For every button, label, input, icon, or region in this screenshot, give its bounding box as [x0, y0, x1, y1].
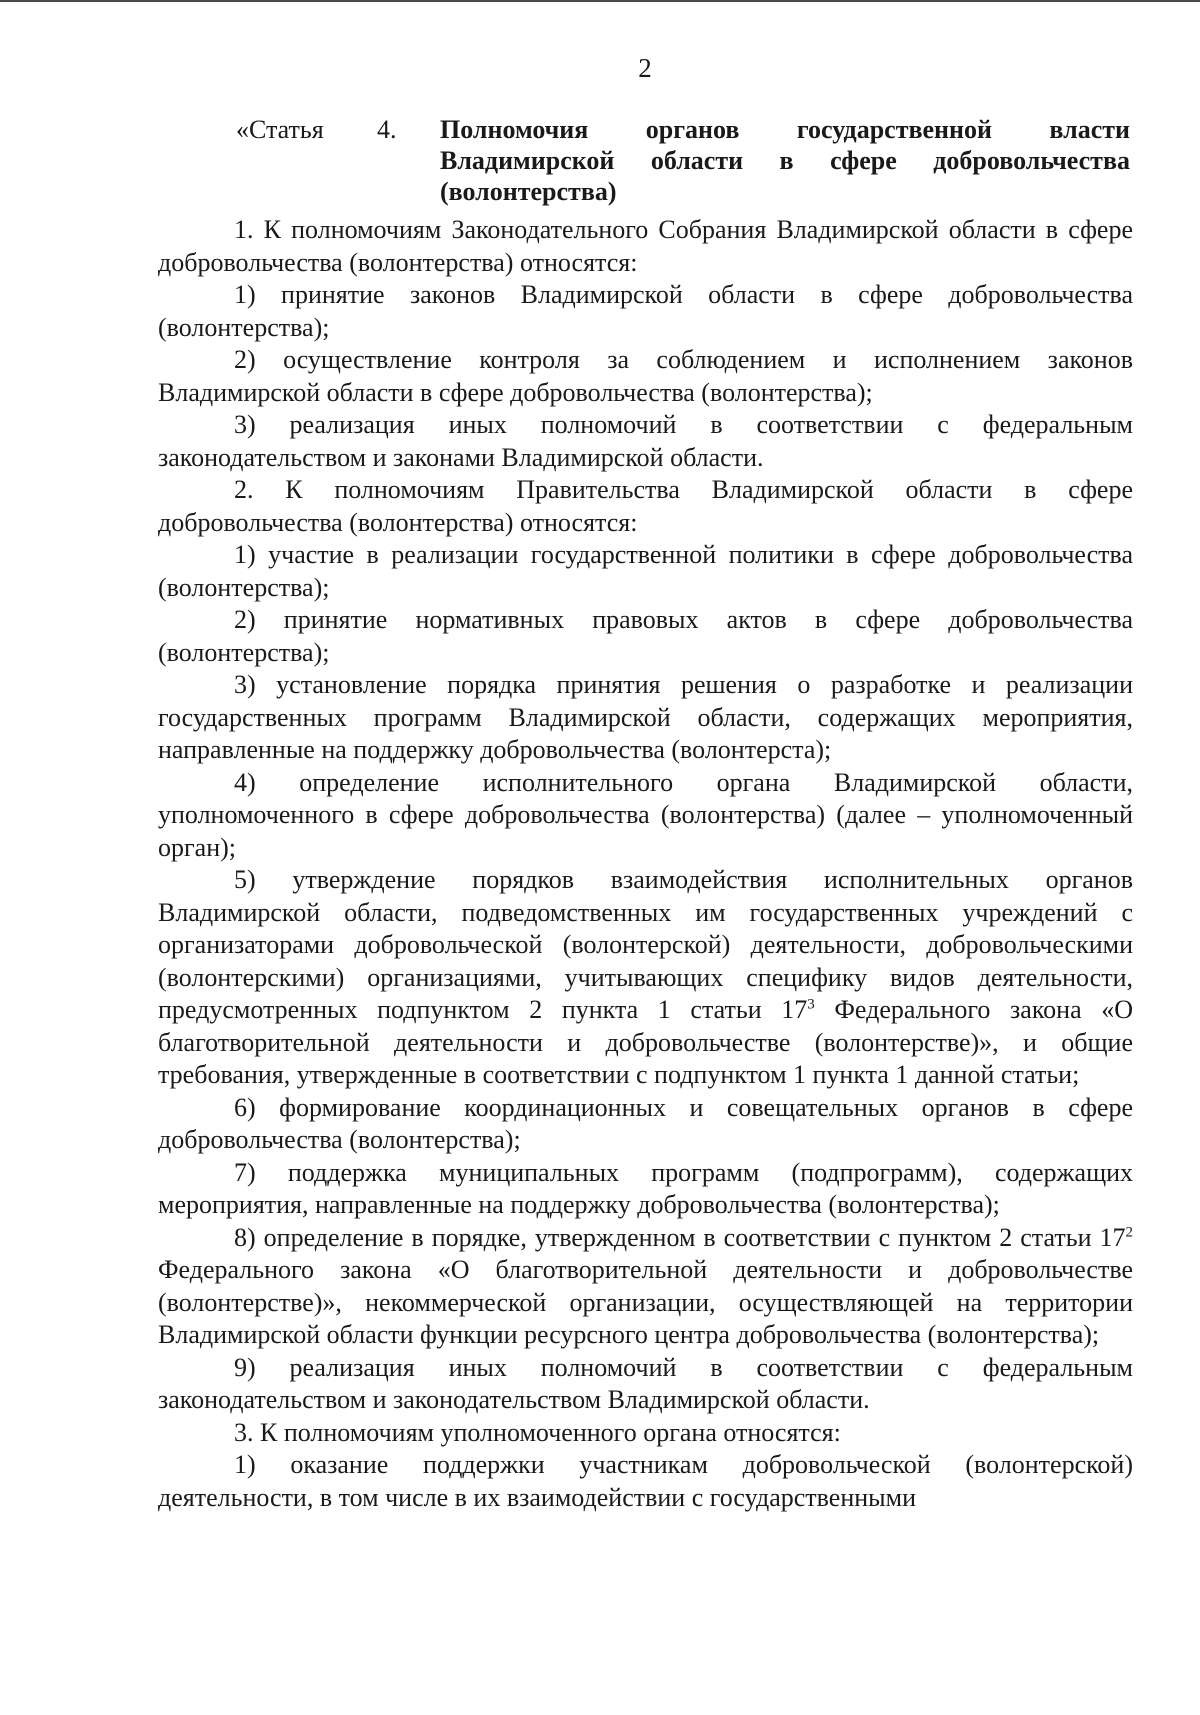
- paragraph-1: 1. К полномочиям Законодательного Собрания Владимирской области в сфере добровольчества (волонтерства) относятся:: [158, 215, 1133, 277]
- paragraph-13-text-before: 8) определение в порядке, утвержденном в соответствии с пунктом 2 статьи 17: [234, 1222, 1126, 1252]
- paragraph-2: 1) принятие законов Владимирской области в сфере добровольчества (волонтерства);: [158, 280, 1133, 342]
- paragraph-13-superscript: 2: [1125, 1223, 1133, 1240]
- paragraph-10-text-before: 5) утверждение порядков взаимодействия исполнительных органов Владимирской области, подведомственных им государственных учреждений с организаторами добровольческой (волонтерской) деятельности, добровольческими (волонтерскими) организациями, учитывающих специфику видов деятельности, предусмотренных подпунктом 2 пункта 1 статьи 17: [158, 865, 1133, 1024]
- article-title: [440, 114, 1130, 207]
- paragraph-9: 4) определение исполнительного органа Владимирской области, уполномоченного в сфере добровольчества (волонтерства) (далее – уполномоченный орган);: [158, 767, 1133, 862]
- article-title-line-2: Владимирской области в сфере добровольчества: [440, 146, 1130, 175]
- paragraph-10: [158, 864, 1133, 1092]
- article-heading: [236, 114, 1136, 214]
- article-prefix: «Статья: [236, 115, 324, 144]
- paragraph-13: [158, 1222, 1133, 1352]
- paragraph-6: 1) участие в реализации государственной политики в сфере добровольчества (волонтерства);: [158, 540, 1133, 602]
- page-number: 2: [638, 53, 652, 83]
- paragraph-8: 3) установление порядка принятия решения о разработке и реализации государственных программ Владимирской области, содержащих мероприятия, направленные на поддержку добровольчества (волонтерста);: [158, 670, 1133, 764]
- article-body: [158, 214, 1133, 1514]
- paragraph-10-text-after: Федерального закона «О благотворительной деятельности и добровольчестве (волонтерстве)», и общие требования, утвержденные в соответствии с подпунктом 1 пункта 1 данной статьи;: [158, 995, 1134, 1089]
- paragraph-10-superscript: 3: [807, 996, 815, 1013]
- paragraph-16: 1) оказание поддержки участникам добровольческой (волонтерской) деятельности, в том числе в их взаимодействии с государственными: [158, 1450, 1133, 1512]
- article-title-line-3: (волонтерства): [440, 177, 617, 206]
- article-number: 4.: [377, 115, 397, 144]
- paragraph-14: 9) реализация иных полномочий в соответствии с федеральным законодательством и законодательством Владимирской области.: [158, 1352, 1133, 1414]
- paragraph-12: 7) поддержка муниципальных программ (подпрограмм), содержащих мероприятия, направленные на поддержку добровольчества (волонтерства);: [158, 1157, 1133, 1219]
- paragraph-13-text-after: Федерального закона «О благотворительной деятельности и добровольчестве (волонтерстве)», некоммерческой организации, осуществляющей на территории Владимирской области функции ресурсного центра добровольчества (волонтерства);: [158, 1255, 1133, 1349]
- paragraph-4: 3) реализация иных полномочий в соответствии с федеральным законодательством и законами Владимирской области.: [158, 410, 1133, 472]
- article-title-line-1: Полномочия органов государственной власти: [440, 115, 1130, 144]
- paragraph-15: 3. К полномочиям уполномоченного органа относятся:: [234, 1417, 841, 1447]
- scan-top-edge: [0, 0, 1200, 2]
- paragraph-3: 2) осуществление контроля за соблюдением и исполнением законов Владимирской области в сфере добровольчества (волонтерства);: [158, 345, 1133, 407]
- paragraph-7: 2) принятие нормативных правовых актов в сфере добровольчества (волонтерства);: [158, 605, 1133, 667]
- article-label: [236, 114, 397, 145]
- paragraph-11: 6) формирование координационных и совещательных органов в сфере добровольчества (волонтерства);: [158, 1092, 1133, 1154]
- paragraph-5: 2. К полномочиям Правительства Владимирской области в сфере добровольчества (волонтерства) относятся:: [158, 475, 1133, 537]
